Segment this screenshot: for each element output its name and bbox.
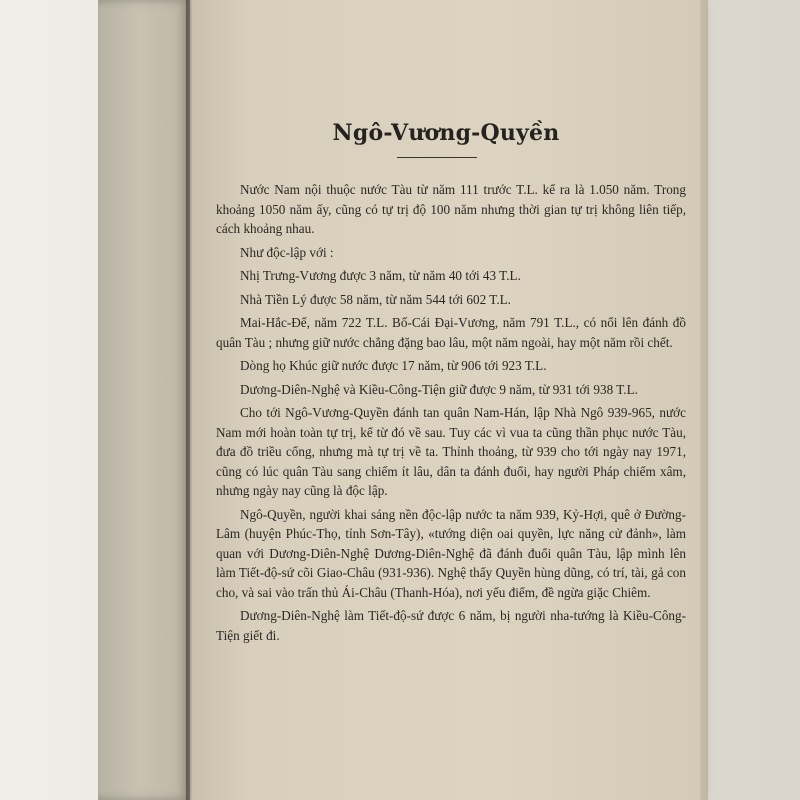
paragraph: Ngô-Quyền, người khai sáng nền độc-lập nước ta năm 939, Kỷ-Hợi, quê ở Đường-Lâm (huyện Phúc-Thọ, tỉnh Sơn-Tây), «tướng diện oai quyền, lực năng cử đảnh», làm quan với Dương-Diên-Nghệ Dương-Diên-Nghệ đã đánh đuổi quân Tàu, lập mình lên làm Tiết-độ-sứ cõi Giao-Châu (931-936). Nghệ thấy Quyền hùng dũng, có trí, tài, gả con cho, và sai vào trấn thủ Ái-Châu (Thanh-Hóa), nơi yếu điểm, đề ngừa giặc Chiêm.: [216, 506, 686, 600]
paragraph: Nhị Trưng-Vương được 3 năm, từ năm 40 tới 43 T.L.: [240, 268, 521, 283]
page-body: [216, 180, 686, 649]
paragraph: Cho tới Ngô-Vương-Quyền đánh tan quân Nam-Hán, lập Nhà Ngô 939-965, nước Nam mới hoàn toàn tự trị, kể từ đó về sau. Tuy các vì vua ta cũng thần phục nước Tàu, đưa đồ triều cống, nhưng mà tự trị về ta. Thỉnh thoảng, từ 939 cho tới ngày nay 1971, cũng có lúc quân Tàu sang chiếm ít lâu, dân ta đánh đuổi, hay người Pháp chiếm xâm, nhưng ngày nay cũng là độc lập.: [216, 405, 686, 498]
paragraph: Dòng họ Khúc giữ nước được 17 năm, từ 906 tới 923 T.L.: [240, 358, 547, 373]
paragraph: Nhà Tiền Lý được 58 năm, từ năm 544 tới 602 T.L.: [240, 291, 511, 307]
paragraph: Dương-Diên-Nghệ làm Tiết-độ-sứ được 6 năm, bị người nha-tướng là Kiều-Công-Tiện giết đi.: [216, 608, 686, 643]
paragraph: Nước Nam nội thuộc nước Tàu từ năm 111 trước T.L. kể ra là 1.050 năm. Trong khoảng 1050 năm ấy, cũng có tự trị độ 100 năm nhưng thời gian tự trị không liên tiếp, cách khoảng nhau.: [216, 182, 686, 236]
paragraph: Như độc-lập với :: [240, 244, 334, 260]
paragraph: Mai-Hắc-Đế, năm 722 T.L. Bố-Cái Đại-Vương, năm 791 T.L., có nổi lên đánh đồ quân Tàu ; nhưng giữ nước chẳng đặng bao lâu, một năm ngoài, hay một năm rồi chết.: [216, 315, 686, 350]
chapter-title: Ngô-Vương-Quyền: [332, 120, 560, 146]
paragraph: Dương-Diên-Nghệ và Kiều-Công-Tiện giữ được 9 năm, từ 931 tới 938 T.L.: [240, 381, 638, 397]
left-page-edge: [98, 0, 190, 800]
right-page-edge: [700, 0, 708, 800]
title-underline: [397, 157, 477, 158]
book-page: [192, 0, 700, 800]
